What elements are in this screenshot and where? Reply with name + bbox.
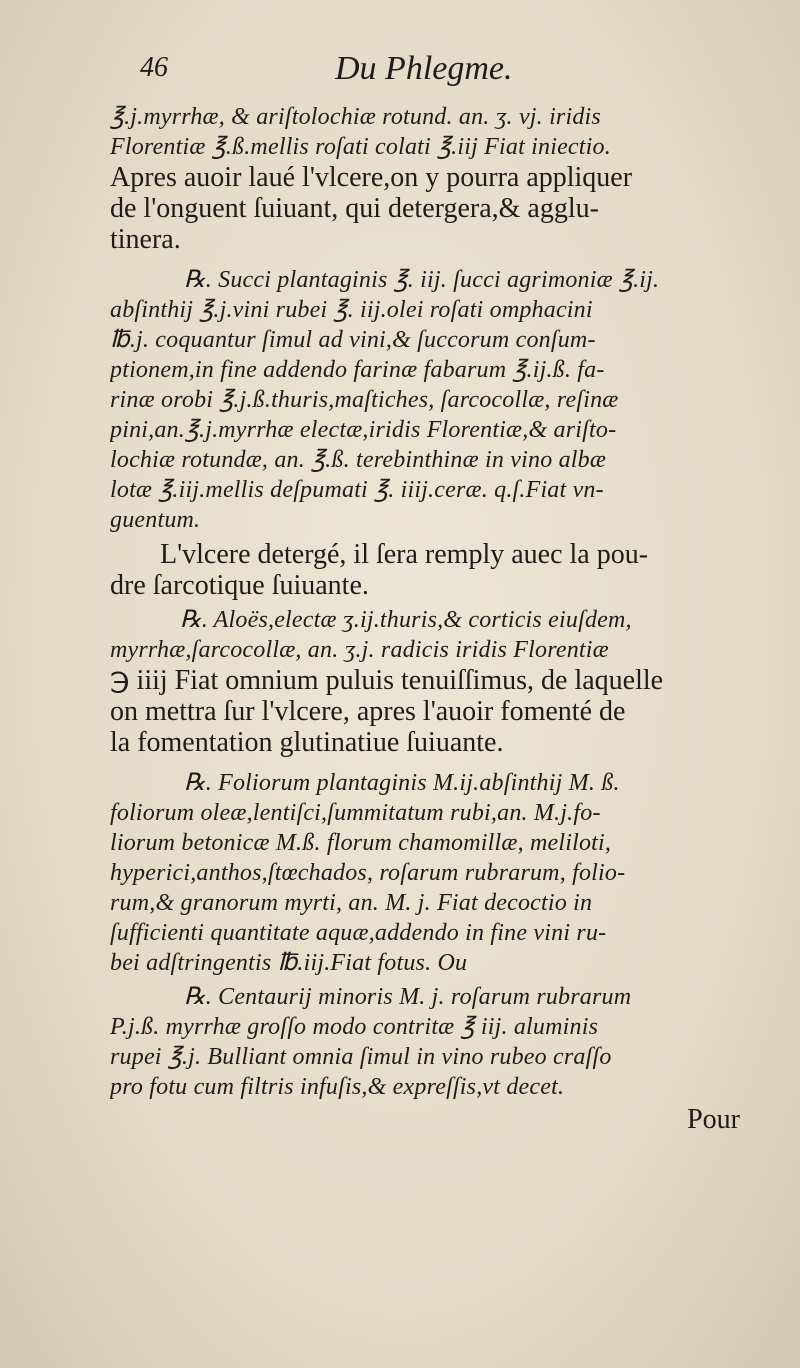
text-line: de l'onguent ſuiuant, qui detergera,& agglu-: [110, 193, 599, 224]
recipe-line: ℞. Aloës,electæ ʒ.ij.thuris,& corticis eiuſdem,: [180, 607, 632, 633]
text-line: hyperici,anthos,ſtœchados, roſarum rubrarum, folio-: [110, 860, 626, 886]
text-line: bei adſtringentis ℔.iij.Fiat fotus. Ou: [110, 950, 468, 976]
recipe-line: ℞. Centaurij minoris M. j. roſarum rubrarum: [184, 984, 632, 1010]
text-line: pini,an.℥.j.myrrhæ electæ,iridis Florentiæ,& ariſto-: [110, 417, 617, 443]
text-line: P.j.ß. myrrhæ groſſo modo contritæ ℥ iij. aluminis: [110, 1014, 599, 1040]
text-line: Apres auoir laué l'vlcere,on y pourra appliquer: [110, 162, 633, 193]
text-line: L'vlcere detergé, il ſera remply auec la pou-: [160, 539, 649, 570]
catchword: Pour: [687, 1104, 740, 1135]
text-line: la fomentation glutinatiue ſuiuante.: [110, 727, 504, 758]
running-title: Du Phlegme.: [335, 50, 513, 87]
text-line: foliorum oleæ,lentiſci,ſummitatum rubi,an. M.j.fo-: [110, 800, 601, 826]
text-line: dre ſarcotique ſuiuante.: [110, 570, 369, 601]
text-line: ptionem,in fine addendo farinæ fabarum ℥.ij.ß. fa-: [110, 357, 605, 383]
page-header: [140, 52, 760, 92]
text-line: rinæ orobi ℥.j.ß.thuris,maſtiches, ſarcocollæ, reſinæ: [110, 387, 619, 413]
text-line: myrrhæ,ſarcocollæ, an. ʒ.j. radicis iridis Florentiæ: [110, 637, 609, 663]
text-line: ℔.j. coquantur ſimul ad vini,& ſuccorum conſum-: [110, 327, 596, 353]
text-line: tinera.: [110, 224, 181, 255]
text-line: liorum betonicæ M.ß. florum chamomillæ, meliloti,: [110, 830, 612, 856]
text-line: rum,& granorum myrti, an. M. j. Fiat decoctio in: [110, 890, 593, 916]
recipe-line: ℞. Foliorum plantaginis M.ij.abſinthij M. ß.: [184, 770, 620, 796]
text-line: lochiæ rotundæ, an. ℥.ß. terebinthinæ in vino albæ: [110, 447, 607, 473]
text-line: ℈ iiij Fiat omnium puluis tenuiſſimus, de laquelle: [110, 665, 664, 696]
text-line: on mettra ſur l'vlcere, apres l'auoir fomenté de: [110, 696, 626, 727]
text-line: ſufficienti quantitate aquæ,addendo in fine vini ru-: [110, 920, 607, 946]
text-line: abſinthij ℥.j.vini rubei ℥. iij.olei roſati omphacini: [110, 297, 593, 323]
text-line: guentum.: [110, 507, 201, 533]
text-line: Florentiæ ℥.ß.mellis roſati colati ℥.iij Fiat iniectio.: [110, 134, 611, 160]
recipe-line: ℞. Succi plantaginis ℥. iij. ſucci agrimoniæ ℥.ij.: [184, 267, 660, 293]
text-line: ℥.j.myrrhæ, & ariſtolochiæ rotund. an. ʒ. vj. iridis: [110, 104, 601, 130]
text-line: rupei ℥.j. Bulliant omnia ſimul in vino rubeo craſſo: [110, 1044, 612, 1070]
text-line: pro fotu cum filtris infuſis,& expreſſis,vt decet.: [110, 1074, 565, 1100]
page-body: [110, 102, 760, 1135]
text-line: lotæ ℥.iij.mellis deſpumati ℥. iiij.ceræ. q.ſ.Fiat vn-: [110, 477, 604, 503]
page-number: 46: [140, 52, 168, 83]
